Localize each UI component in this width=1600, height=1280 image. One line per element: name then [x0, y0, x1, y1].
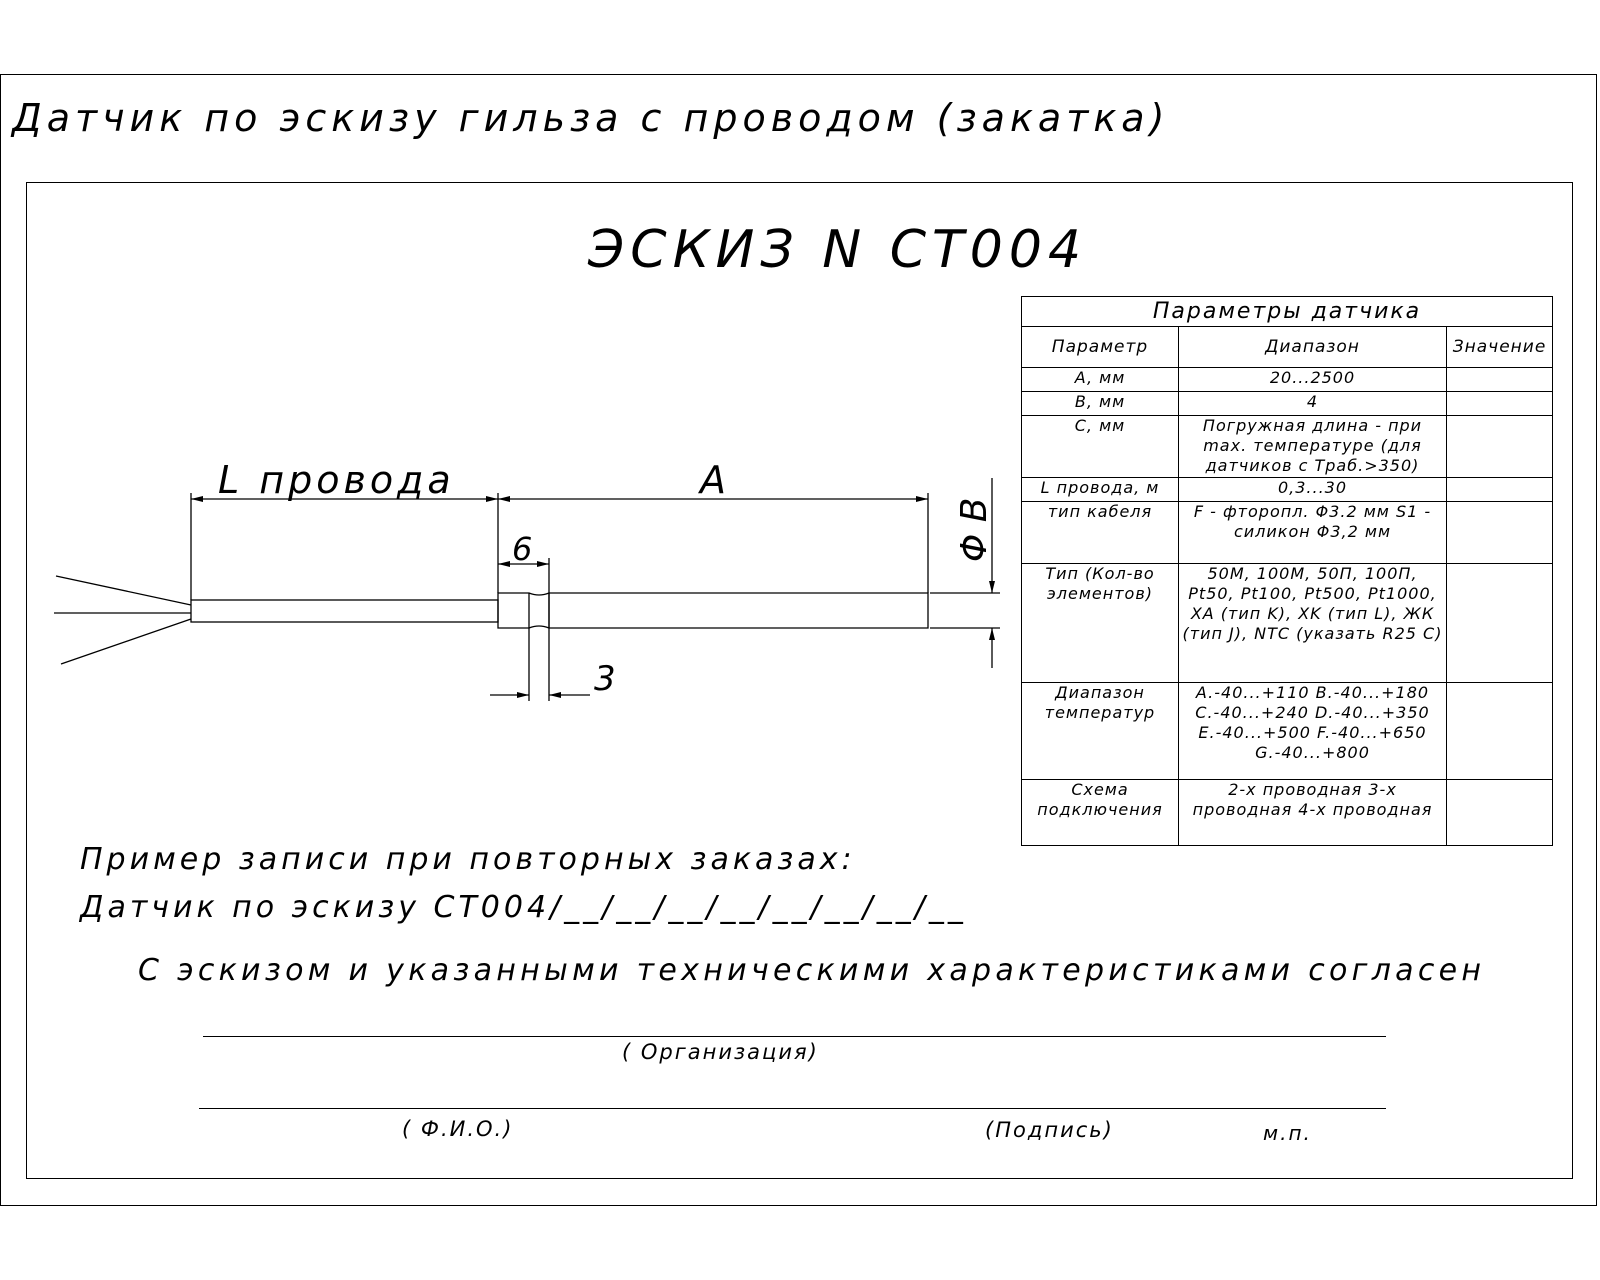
order-example-label: Пример записи при повторных заказах: — [80, 842, 856, 877]
table-row — [1022, 502, 1553, 564]
sleeve-body — [498, 593, 928, 628]
table-row — [1022, 392, 1553, 416]
sketch-title: ЭСКИЗ N CT004 — [588, 220, 1088, 280]
value-cell[interactable] — [1447, 780, 1553, 846]
range-cell: 50M, 100M, 50П, 100П, Pt50, Pt100, Pt500, Pt1000, XA (тип K), XK (тип L), ЖК (тип J), NTC (указать R25 C) — [1179, 564, 1447, 683]
param-cell: Диапазон температур — [1022, 683, 1179, 780]
param-cell: Схема подключения — [1022, 780, 1179, 846]
organization-caption: ( Организация) — [622, 1040, 819, 1064]
range-cell: 2-х проводная 3-х проводная 4-х проводная — [1179, 780, 1447, 846]
param-cell: C, мм — [1022, 416, 1179, 478]
organization-line[interactable] — [203, 1036, 1386, 1037]
fio-caption: ( Ф.И.О.) — [402, 1117, 514, 1141]
order-example-code: Датчик по эскизу CT004/__/__/__/__/__/__/__/__ — [80, 890, 967, 925]
wire-lead-top — [56, 576, 191, 605]
range-cell: 0,3...30 — [1179, 478, 1447, 502]
value-cell[interactable] — [1447, 502, 1553, 564]
value-cell[interactable] — [1447, 478, 1553, 502]
signature-line[interactable] — [199, 1108, 1386, 1109]
value-cell[interactable] — [1447, 392, 1553, 416]
value-cell[interactable] — [1447, 564, 1553, 683]
label-crimp-width: 3 — [594, 659, 616, 699]
range-cell: 4 — [1179, 392, 1447, 416]
param-cell: A, мм — [1022, 368, 1179, 392]
agreement-text: С эскизом и указанными техническими характеристиками согласен — [138, 953, 1486, 988]
value-cell[interactable] — [1447, 416, 1553, 478]
col-header-param: Параметр — [1022, 327, 1179, 368]
col-header-value: Значение — [1447, 327, 1553, 368]
range-cell: A.-40...+110 B.-40...+180 C.-40...+240 D.-40...+350 E.-40...+500 F.-40...+650 G.-40...+800 — [1179, 683, 1447, 780]
label-crimp-offset: 6 — [512, 530, 533, 568]
table-row — [1022, 478, 1553, 502]
label-diameter: Φ B — [954, 497, 995, 562]
table-row — [1022, 416, 1553, 478]
param-cell: L провода, м — [1022, 478, 1179, 502]
table-row — [1022, 564, 1553, 683]
param-cell: Тип (Кол-во элементов) — [1022, 564, 1179, 683]
table-row — [1022, 780, 1553, 846]
label-wire-length: L провода — [218, 458, 455, 502]
cable-body — [191, 600, 498, 622]
header-title: Датчик по эскизу гильза с проводом (закатка) — [12, 96, 1170, 140]
param-cell: тип кабеля — [1022, 502, 1179, 564]
stamp-caption: м.п. — [1263, 1121, 1312, 1145]
col-header-range: Диапазон — [1179, 327, 1447, 368]
table-row — [1022, 683, 1553, 780]
value-cell[interactable] — [1447, 683, 1553, 780]
params-table — [1021, 296, 1553, 846]
signature-caption: (Подпись) — [985, 1118, 1114, 1142]
label-sleeve-length: A — [700, 458, 726, 502]
range-cell: F - фторопл. Φ3.2 мм S1 - силикон Φ3,2 мм — [1179, 502, 1447, 564]
param-cell: B, мм — [1022, 392, 1179, 416]
value-cell[interactable] — [1447, 368, 1553, 392]
wire-lead-bottom — [61, 619, 191, 664]
table-row — [1022, 368, 1553, 392]
range-cell: 20...2500 — [1179, 368, 1447, 392]
range-cell: Погружная длина - при max. температуре (для датчиков с Tраб.>350) — [1179, 416, 1447, 478]
params-table-caption: Параметры датчика — [1022, 297, 1553, 327]
